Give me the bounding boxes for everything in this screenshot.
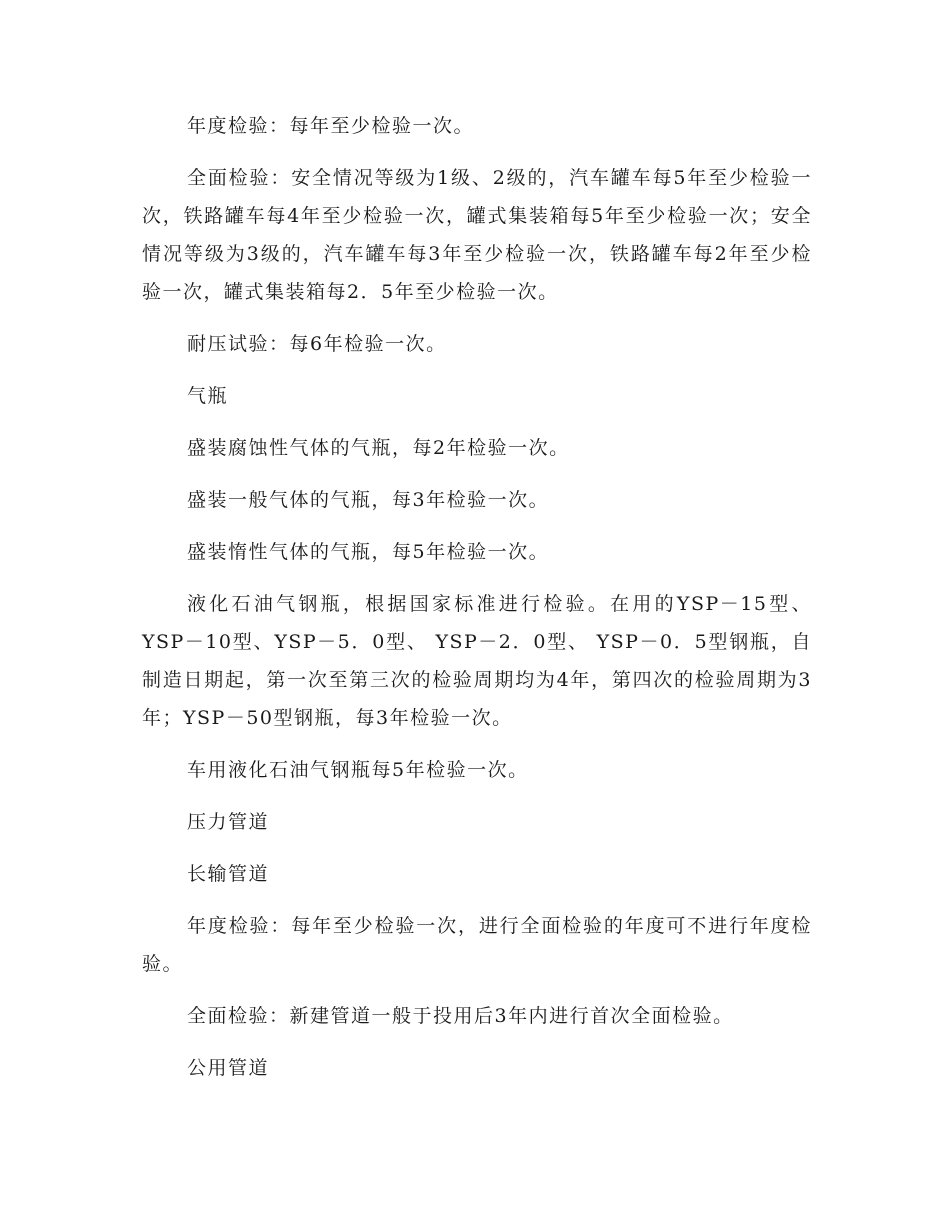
heading-long-distance-pipeline: 长输管道 xyxy=(187,863,270,885)
heading-pressure-pipeline: 压力管道 xyxy=(187,811,270,833)
paragraph-annual-inspection: 年度检验：每年至少检验一次。 xyxy=(187,115,475,137)
document-body xyxy=(142,107,812,1101)
paragraph-vehicle-lpg: 车用液化石油气钢瓶每5年检验一次。 xyxy=(187,759,529,781)
paragraph-pipeline-annual: 年度检验：每年至少检验一次，进行全面检验的年度可不进行年度检验。 xyxy=(142,915,812,975)
heading-public-pipeline: 公用管道 xyxy=(187,1057,270,1079)
paragraph-general-gas: 盛装一般气体的气瓶，每3年检验一次。 xyxy=(187,489,550,511)
heading-gas-cylinder: 气瓶 xyxy=(187,385,229,407)
paragraph-pipeline-full: 全面检验：新建管道一般于投用后3年内进行首次全面检验。 xyxy=(187,1005,734,1027)
paragraph-pressure-test: 耐压试验：每6年检验一次。 xyxy=(187,333,447,355)
paragraph-full-inspection: 全面检验：安全情况等级为1级、2级的，汽车罐车每5年至少检验一次，铁路罐车每4年至少检验一次，罐式集装箱每5年至少检验一次；安全情况等级为3级的，汽车罐车每3年至少检验一次，铁路罐车每2年至少检验一次，罐式集装箱每2．5年至少检验一次。 xyxy=(142,167,812,303)
paragraph-inert-gas: 盛装惰性气体的气瓶，每5年检验一次。 xyxy=(187,541,550,563)
paragraph-corrosive-gas: 盛装腐蚀性气体的气瓶，每2年检验一次。 xyxy=(187,437,570,459)
paragraph-lpg-cylinder: 液化石油气钢瓶，根据国家标准进行检验。在用的YSP－15型、YSP－10型、YSP－5．0型、 YSP－2．0型、 YSP－0．5型钢瓶，自制造日期起，第一次至第三次的检验周期均为4年，第四次的检验周期为3年；YSP－50型钢瓶，每3年检验一次。 xyxy=(142,593,812,729)
